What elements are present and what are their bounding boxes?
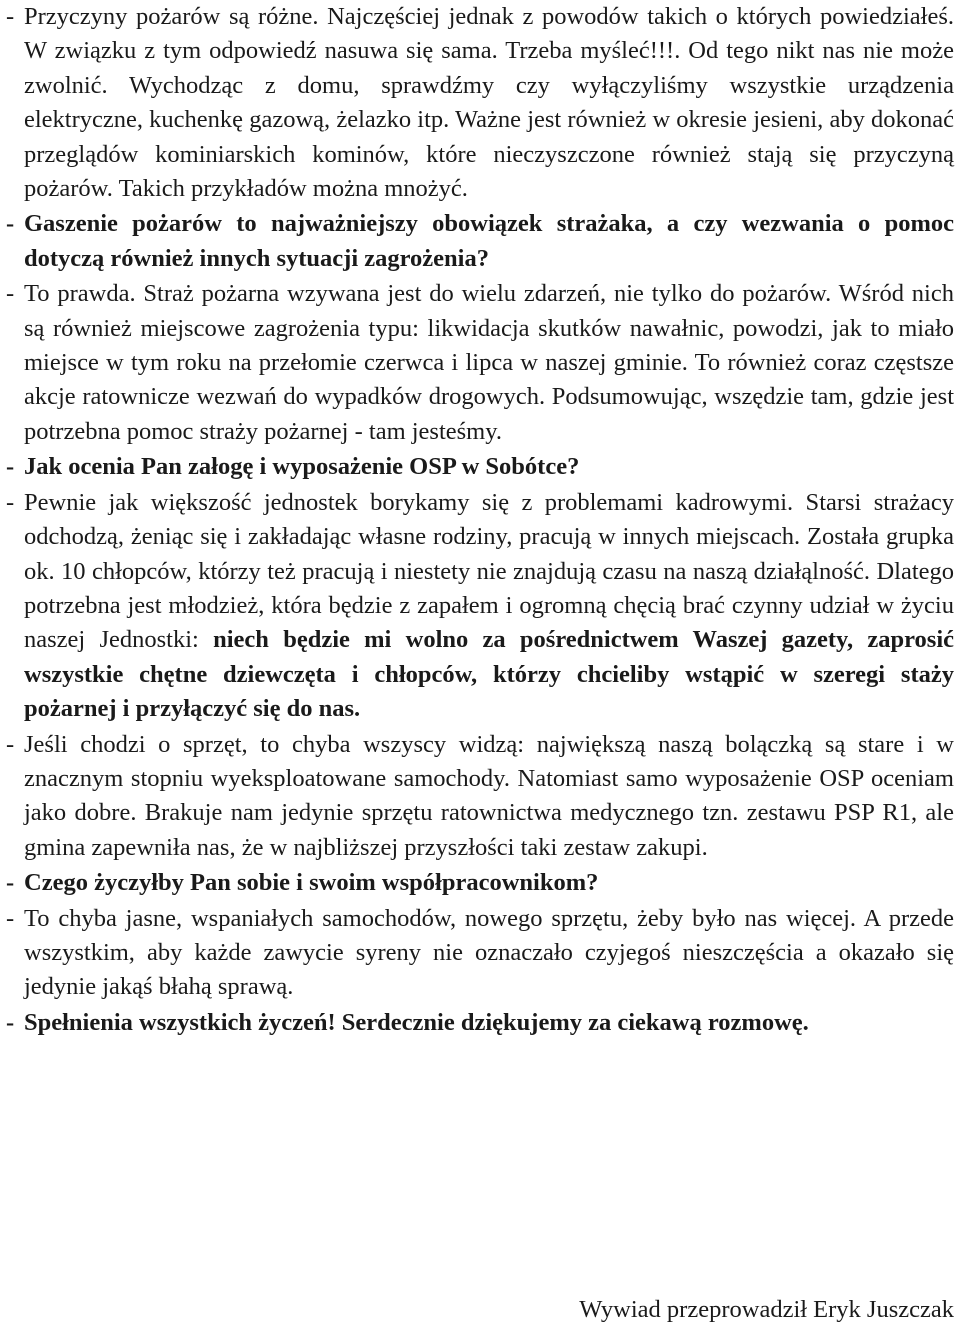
interview-signature: Wywiad przeprowadził Eryk Juszczak — [579, 1296, 954, 1323]
dash-marker: - — [6, 869, 15, 897]
question-firefighting-duty — [6, 207, 954, 276]
dash-marker: - — [6, 904, 15, 932]
dash-marker: - — [6, 453, 15, 481]
answer-text: Przyczyny pożarów są różne. Najczęściej jednak z powodów takich o których powiedziałeś. W związku z tym odpowiedź nasuwa się sama. Trzeba myśleć!!!. Od tego nikt nas nie może zwolnić. Wychodząc z domu, sprawdźmy czy wyłączyliśmy wszystkie urządzenia elektryczne, kuchenkę gazową, żelazko itp. Ważne jest również w okresie jesieni, aby dokonać przeglądów kominiarskich kominów, które nieczyszczone również stają się przyczyną pożarów. Takich przykładów można mnożyć. — [24, 3, 954, 203]
closing-thanks — [6, 1006, 954, 1040]
answer-paragraph-causes — [6, 0, 954, 206]
dash-marker: - — [6, 3, 15, 30]
question-text: Jak ocenia Pan załogę i wyposażenie OSP w Sobótce? — [24, 453, 580, 481]
answer-text-bold-invitation: niech będzie mi wolno za pośrednictwem Waszej gazety, zaprosić wszystkie chętne dziewczęta i chłopców, którzy chcieliby wstąpić w szeregi staży pożarnej i przyłączyć się do nas. — [24, 626, 954, 723]
answer-paragraph-equipment — [6, 728, 954, 866]
dash-marker: - — [6, 488, 15, 516]
question-text: Gaszenie pożarów to najważniejszy obowiązek strażaka, a czy wezwania o pomoc dotyczą również innych sytuacji zagrożenia? — [24, 210, 954, 272]
answer-text: Jeśli chodzi o sprzęt, to chyba wszyscy widzą: największą naszą bolączką są stare i w znacznym stopniu wyeksploatowane samochody. Natomiast samo wyposażenie OSP oceniam jako dobre. Brakuje nam jedynie sprzętu ratownictwa medycznego tzn. zestawu PSP R1, ale gmina zapewniła nas, że w najbliższej przyszłości taki zestaw zakupi. — [24, 730, 954, 861]
closing-text: Spełnienia wszystkich życzeń! Serdecznie dziękujemy za ciekawą rozmowę. — [24, 1008, 809, 1036]
answer-paragraph-staffing — [6, 486, 954, 727]
question-crew-equipment — [6, 450, 954, 484]
dash-marker: - — [6, 1008, 15, 1036]
question-text: Czego życzyłby Pan sobie i swoim współpracownikom? — [24, 869, 599, 897]
dash-marker: - — [6, 730, 15, 758]
question-wishes — [6, 866, 954, 900]
answer-paragraph-other-incidents — [6, 277, 954, 449]
answer-paragraph-wishes — [6, 902, 954, 1005]
answer-text: To prawda. Straż pożarna wzywana jest do wielu zdarzeń, nie tylko do pożarów. Wśród nich są również miejscowe zagrożenia typu: likwidacja skutków nawałnic, powodzi, jak to miało miejsce w tym roku na przełomie czerwca i lipca w naszej gminie. To również coraz częstsze akcje ratownicze wezwań do wypadków drogowych. Podsumowując, wszędzie tam, gdzie jest potrzebna pomoc straży pożarnej - tam jesteśmy. — [24, 280, 954, 445]
answer-text: To chyba jasne, wspaniałych samochodów, nowego sprzętu, żeby było nas więcej. A przede wszystkim, aby każde zawycie syreny nie oznaczało czyjegoś nieszczęścia a okazało się jedynie jakąś błahą sprawą. — [24, 904, 954, 1001]
answer-text: Pewnie jak większość jednostek borykamy się z problemami kadrowymi. Starsi strażacy odchodzą, żeniąc się i zakładając własne rodziny, pracują w innych miejscach. Została grupka ok. 10 chłopców, którzy też pracują i niestety nie znajdują czasu na naszą działąlność. Dlatego potrzebna jest młodzież, która będzie z zapałem i ogromną chęcią brać czynny udział w życiu naszej Jednostki: — [24, 488, 954, 654]
dash-marker: - — [6, 280, 15, 308]
dash-marker: - — [6, 210, 15, 238]
